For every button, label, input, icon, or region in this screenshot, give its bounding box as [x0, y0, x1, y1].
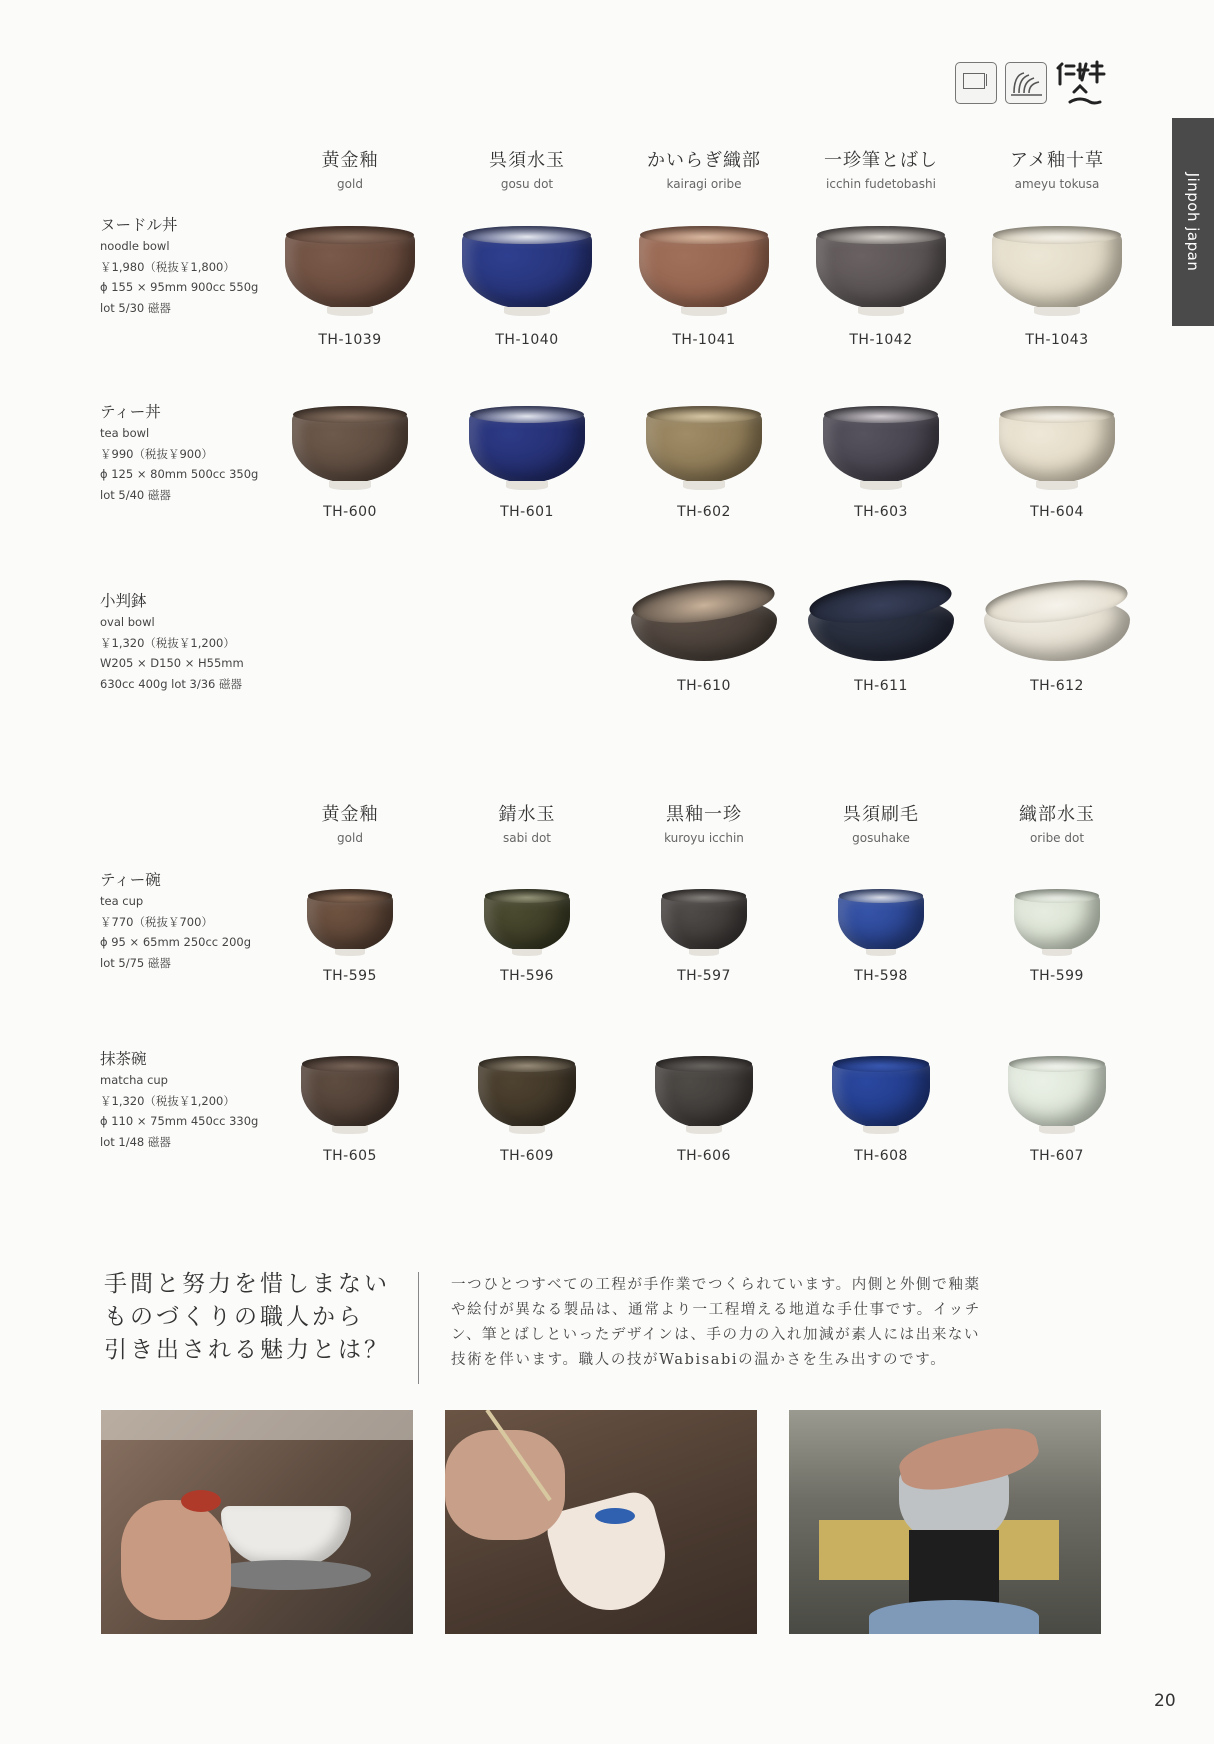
bowl-image	[999, 404, 1115, 490]
product-item[interactable]	[972, 224, 1142, 348]
product-code: TH-611	[854, 678, 908, 694]
dishwasher-safe-icon	[1005, 62, 1047, 104]
product-line-lot: lot 1/48 磁器	[100, 1134, 171, 1149]
product-line-name-jp: 小判鉢	[100, 592, 147, 610]
column-header	[619, 800, 789, 845]
photo-painting-brush-dots	[445, 1410, 757, 1634]
column-header	[442, 146, 612, 191]
product-item[interactable]	[796, 582, 966, 694]
cup-image	[661, 888, 747, 956]
product-code: TH-609	[500, 1148, 554, 1164]
product-item[interactable]	[972, 888, 1142, 984]
tagline-line: 引き出される魅力とは？	[104, 1337, 390, 1363]
product-item[interactable]	[972, 582, 1142, 694]
product-line-size: ϕ 125 × 80mm 500cc 350g	[100, 467, 259, 481]
description-line: ン、筆とばしといったデザインは、手の力の入れ加減が素人には出来ない	[451, 1327, 981, 1343]
description-line: や絵付が異なる製品は、通常より一工程増える地道な手仕事です。イッチ	[451, 1302, 981, 1318]
craft-description	[451, 1273, 1077, 1373]
column-header-jp: アメ釉十草	[1010, 150, 1104, 171]
product-line-price: ￥1,320（税抜￥1,200）	[100, 1093, 235, 1108]
bowl-image	[285, 224, 415, 316]
product-item[interactable]	[796, 224, 966, 348]
cup-image	[478, 1054, 576, 1134]
product-item[interactable]	[796, 404, 966, 520]
column-header-jp: かいらぎ織部	[647, 150, 761, 171]
product-line-info	[100, 869, 251, 973]
column-header-en: gosu dot	[500, 177, 554, 191]
cup-image	[1008, 1054, 1106, 1134]
product-item[interactable]	[442, 404, 612, 520]
product-line-price: ￥1,320（税抜￥1,200）	[100, 635, 235, 650]
product-code: TH-610	[677, 678, 731, 694]
product-line-info	[100, 1048, 258, 1152]
product-code: TH-1042	[849, 332, 913, 348]
product-code: TH-599	[1030, 968, 1084, 984]
product-line-info	[100, 214, 258, 318]
tagline-line: 手間と努力を惜しまない	[104, 1271, 390, 1297]
oval-bowl-image	[808, 582, 954, 666]
column-header	[265, 146, 435, 191]
product-item[interactable]	[265, 1054, 435, 1164]
product-line-size: ϕ 95 × 65mm 250cc 200g	[100, 935, 252, 949]
column-header	[796, 800, 966, 845]
product-line-size: ϕ 110 × 75mm 450cc 330g	[100, 1114, 259, 1128]
product-item[interactable]	[619, 888, 789, 984]
product-code: TH-1040	[495, 332, 559, 348]
photo-shaving-bowl-rim	[101, 1410, 413, 1634]
column-header-jp: 呉須水玉	[489, 150, 565, 171]
product-item[interactable]	[442, 1054, 612, 1164]
cup-image	[484, 888, 570, 956]
product-code: TH-595	[323, 968, 377, 984]
product-line-lot: lot 5/40 磁器	[100, 487, 171, 502]
bowl-image	[823, 404, 939, 490]
column-header-jp: 呉須刷毛	[843, 804, 919, 825]
column-header	[972, 800, 1142, 845]
product-line-price: ￥770（税抜￥700）	[100, 914, 213, 929]
product-code: TH-1041	[672, 332, 736, 348]
product-item[interactable]	[796, 1054, 966, 1164]
jinpoh-logo-seal	[1052, 58, 1108, 108]
column-header	[442, 800, 612, 845]
column-header-jp: 一珍筆とばし	[824, 150, 938, 171]
tagline	[104, 1268, 390, 1367]
bowl-image	[469, 404, 585, 490]
cup-image	[307, 888, 393, 956]
product-code: TH-612	[1030, 678, 1084, 694]
product-line-name-en: noodle bowl	[100, 239, 170, 253]
product-code: TH-606	[677, 1148, 731, 1164]
product-line-name-jp: 抹茶碗	[100, 1050, 147, 1068]
product-line-name-en: matcha cup	[100, 1073, 168, 1087]
vertical-divider	[418, 1272, 419, 1384]
product-code: TH-604	[1030, 504, 1084, 520]
bowl-image	[292, 404, 408, 490]
bowl-image	[992, 224, 1122, 316]
product-item[interactable]	[619, 224, 789, 348]
product-line-price: ￥1,980（税抜￥1,800）	[100, 259, 235, 274]
cup-image	[1014, 888, 1100, 956]
product-item[interactable]	[796, 888, 966, 984]
product-code: TH-601	[500, 504, 554, 520]
product-line-info	[100, 401, 258, 505]
cup-image	[832, 1054, 930, 1134]
column-header-en: gosuhake	[852, 831, 910, 845]
product-code: TH-1043	[1025, 332, 1089, 348]
product-item[interactable]	[442, 224, 612, 348]
product-code: TH-1039	[318, 332, 382, 348]
oval-bowl-image	[984, 582, 1130, 666]
product-code: TH-605	[323, 1148, 377, 1164]
product-code: TH-602	[677, 504, 731, 520]
description-line: 技術を伴います。職人の技がWabisabiの温かさを生み出すのです。	[451, 1352, 947, 1368]
microwave-safe-icon	[955, 62, 997, 104]
tagline-line: ものづくりの職人から	[104, 1304, 364, 1330]
product-line-size: ϕ 155 × 95mm 900cc 550g	[100, 280, 259, 294]
column-header	[265, 800, 435, 845]
product-line-size: W205 × D150 × H55mm	[100, 656, 244, 670]
product-item[interactable]	[265, 404, 435, 520]
bowl-image	[462, 224, 592, 316]
column-header	[796, 146, 966, 191]
cup-image	[838, 888, 924, 956]
product-line-lot: lot 5/75 磁器	[100, 955, 171, 970]
column-header-jp: 黄金釉	[321, 804, 379, 825]
column-header-en: oribe dot	[1029, 831, 1085, 845]
product-line-name-en: tea cup	[100, 894, 144, 908]
column-header-en: kairagi oribe	[666, 177, 742, 191]
oval-bowl-image	[631, 582, 777, 666]
description-line: 一つひとつすべての工程が手作業でつくられています。内側と外側で釉薬	[451, 1277, 981, 1293]
column-header-jp: 錆水玉	[498, 804, 556, 825]
brand-side-tab	[1172, 118, 1214, 326]
product-line-lot: lot 5/30 磁器	[100, 300, 171, 315]
column-header-en: sabi dot	[502, 831, 552, 845]
product-code: TH-598	[854, 968, 908, 984]
column-header-en: ameyu tokusa	[1014, 177, 1100, 191]
product-code: TH-603	[854, 504, 908, 520]
product-item[interactable]	[265, 888, 435, 984]
product-line-lot: 630cc 400g lot 3/36 磁器	[100, 676, 243, 691]
column-header	[619, 146, 789, 191]
photo-glaze-dipping	[789, 1410, 1101, 1634]
column-header-en: gold	[337, 177, 363, 191]
product-item[interactable]	[265, 224, 435, 348]
cup-image	[301, 1054, 399, 1134]
cup-image	[655, 1054, 753, 1134]
column-header	[972, 146, 1142, 191]
product-line-price: ￥990（税抜￥900）	[100, 446, 213, 461]
column-header-en: icchin fudetobashi	[826, 177, 936, 191]
column-header-jp: 黄金釉	[321, 150, 379, 171]
bowl-image	[646, 404, 762, 490]
product-item[interactable]	[619, 404, 789, 520]
product-line-info	[100, 590, 244, 694]
column-header-en: kuroyu icchin	[664, 831, 744, 845]
bowl-image	[639, 224, 769, 316]
product-item[interactable]	[442, 888, 612, 984]
product-code: TH-607	[1030, 1148, 1084, 1164]
column-header-jp: 黒釉一珍	[666, 804, 742, 825]
product-item[interactable]	[619, 582, 789, 694]
page-number: 20	[1154, 1691, 1176, 1711]
column-header-en: gold	[337, 831, 363, 845]
product-item[interactable]	[972, 404, 1142, 520]
product-code: TH-597	[677, 968, 731, 984]
product-line-name-en: oval bowl	[100, 615, 155, 629]
brand-side-tab-label: Jinpoh japan	[1184, 172, 1202, 272]
product-code: TH-608	[854, 1148, 908, 1164]
product-line-name-jp: ティー丼	[100, 403, 161, 421]
product-code: TH-596	[500, 968, 554, 984]
bowl-image	[816, 224, 946, 316]
product-code: TH-600	[323, 504, 377, 520]
column-header-jp: 織部水玉	[1019, 804, 1095, 825]
product-item[interactable]	[619, 1054, 789, 1164]
product-line-name-en: tea bowl	[100, 426, 150, 440]
product-line-name-jp: ヌードル丼	[100, 216, 178, 234]
product-item[interactable]	[972, 1054, 1142, 1164]
product-line-name-jp: ティー碗	[100, 871, 161, 889]
